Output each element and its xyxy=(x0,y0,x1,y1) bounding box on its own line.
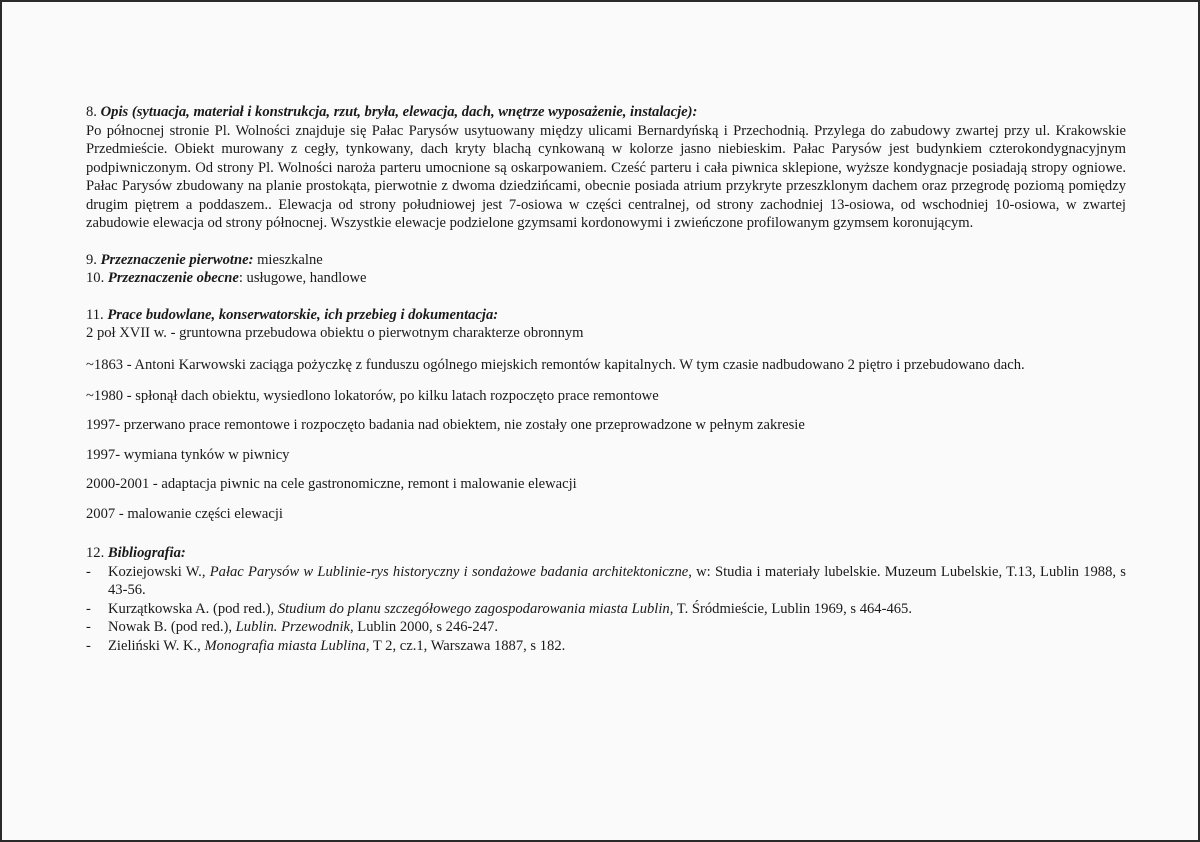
work-entry: 2 poł XVII w. - gruntowna przebudowa obiektu o pierwotnym charakterze obronnym xyxy=(86,325,584,341)
bib-title: Lublin. Przewodnik xyxy=(235,619,350,635)
section-10 xyxy=(86,269,1126,288)
section-number: 12. xyxy=(86,545,105,561)
works-list xyxy=(86,324,1126,523)
section-number: 10. xyxy=(86,270,105,286)
section-heading: Przeznaczenie obecne xyxy=(107,270,239,286)
section-8-heading xyxy=(86,103,1126,122)
bib-author: Zieliński W. K., xyxy=(108,637,205,654)
work-entry: ~1863 - Antoni Karwowski zaciąga pożyczkę z funduszu ogólnego miejskich remontów kapitalnych. W tym czasie nadbudowano 2 piętro i przebudowano dach. xyxy=(86,356,1025,373)
list-dash: - xyxy=(86,600,91,617)
bib-details: , w: Studia i materiały lubelskie. Muzeum Lubelskie, T.13, Lublin 1988, s 43-56. xyxy=(108,563,1126,598)
work-entry: 2000-2001 - adaptacja piwnic na cele gastronomiczne, remont i malowanie elewacji xyxy=(86,476,577,492)
list-dash: - xyxy=(86,619,91,635)
section-value: : usługowe, handlowe xyxy=(238,270,367,286)
section-12-heading xyxy=(86,544,1126,563)
bib-title: Monografia miasta Lublina xyxy=(204,637,366,654)
bib-author: Kurzątkowska A. (pod red.), xyxy=(108,600,278,617)
section-value: mieszkalne xyxy=(253,251,323,268)
bibliography-item xyxy=(86,563,1126,600)
section-heading: Prace budowlane, konserwatorskie, ich przebieg i dokumentacja: xyxy=(107,306,499,323)
work-entry: 1997- wymiana tynków w piwnicy xyxy=(86,446,290,463)
section-heading: Przeznaczenie pierwotne: xyxy=(100,251,254,268)
section-heading: Opis (sytuacja, materiał i konstrukcja, rzut, bryła, elewacja, dach, wnętrze wyposażenie, instalacje): xyxy=(100,104,698,120)
bib-title: Pałac Parysów w Lublinie-rys historyczny i sondażowe badania architektoniczne xyxy=(209,563,689,580)
section-8-body: Po północnej stronie Pl. Wolności znajduje się Pałac Parysów usytuowany między ulicami Bernardyńską i Przechodnią. Przylega do zabudowy zwartej przy ul. Krakowskie Przedmieście. Obiekt murowany z cegły, tynkowany, dach kryty blachą cynkowaną w kolorze jasno niebieskim. Pałac Parysów jest budynkiem czterokondygnacyjnym podpiwniczonym. Od strony Pl. Wolności naroża parteru umocnione są oskarpowaniem. Cześć parteru i cała piwnica sklepione, wyższe kondygnacje posiadają stropy ogniowe. Pałac Parysów zbudowany na planie prostokąta, pierwotnie z dwoma dziedzińcami, obecnie posiada atrium przykryte przeszklonym dachem oraz przegrodę poziomą pomiędzy drugim piętrem a poddaszem.. Elewacja od strony południowej jest 7-osiowa w części centralnej, od strony zachodniej 13-osiowa, od wschodniej 10-osiowa, w zwartej zabudowie elewacja od strony północnej. Wszystkie elewacje podzielone gzymsami kordonowymi i zwieńczone profilowanym gzymsem koronującym. xyxy=(86,122,1126,231)
bib-title: Studium do planu szczegółowego zagospodarowania miasta Lublin xyxy=(277,600,670,617)
work-entry: ~1980 - spłonął dach obiektu, wysiedlono lokatorów, po kilku latach rozpoczęto prace remontowe xyxy=(86,387,659,404)
section-number: 8. xyxy=(86,104,97,120)
bib-details: , T. Śródmieście, Lublin 1969, s 464-465. xyxy=(669,600,912,617)
bibliography-item xyxy=(86,600,1126,619)
bib-details: , Lublin 2000, s 246-247. xyxy=(350,619,498,635)
bib-author: Koziejowski W., xyxy=(108,563,210,580)
section-9 xyxy=(86,251,1126,270)
work-entry: 2007 - malowanie części elewacji xyxy=(86,505,283,522)
section-11-heading xyxy=(86,306,1126,325)
section-number: 11. xyxy=(86,306,104,323)
section-number: 9. xyxy=(86,251,97,268)
bib-details: , T 2, cz.1, Warszawa 1887, s 182. xyxy=(365,637,566,654)
section-heading: Bibliografia: xyxy=(107,545,186,561)
bib-author: Nowak B. (pod red.), xyxy=(108,619,236,635)
work-entry: 1997- przerwano prace remontowe i rozpoczęto badania nad obiektem, nie zostały one przeprowadzone w pełnym zakresie xyxy=(86,417,805,433)
bibliography-item xyxy=(86,618,1126,637)
document-content xyxy=(86,103,1126,655)
bibliography-item xyxy=(86,637,1126,656)
list-dash: - xyxy=(86,563,91,580)
bibliography-list xyxy=(86,563,1126,656)
list-dash: - xyxy=(86,637,91,654)
